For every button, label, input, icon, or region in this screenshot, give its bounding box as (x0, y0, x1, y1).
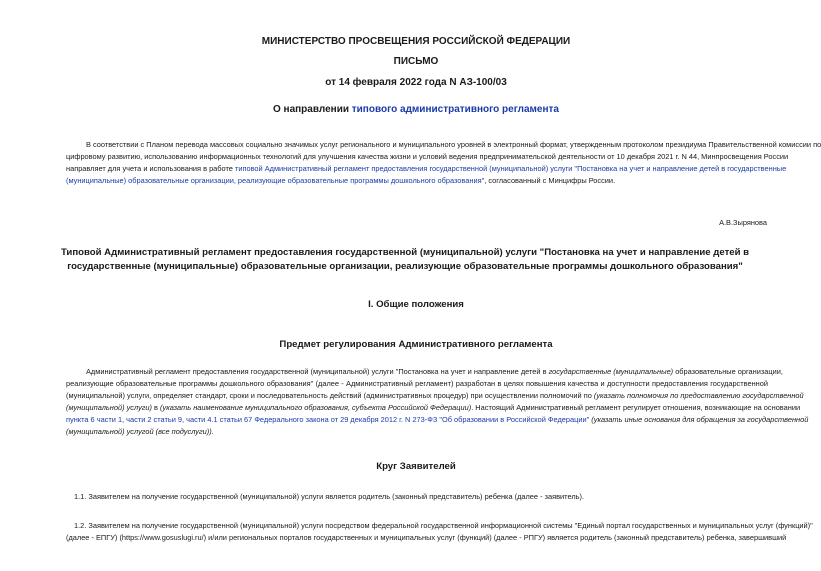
section-applicants: Круг Заявителей (376, 461, 456, 472)
regulation-link-cont[interactable]: (муниципальные) образовательные организации, реализующие образовательные программы дошкольного образования" (66, 175, 485, 185)
subject-line-5: пункта 6 части 1, части 2 статьи 9, части 4.1 статьи 67 Федерального закона от 29 декабря 2012 г. N 273-ФЗ "Об образовании в Российской Федерации" (указать иные основания для обращения за государственной (66, 414, 809, 424)
intro-line-2: цифровому развитию, использованию информационных технологий для улучшения качества жизни и условий ведения предпринимательской деятельности от 10 декабря 2021 г. N 44, Минпросвещения России (66, 151, 789, 161)
signature: А.В.Зырянова (719, 218, 767, 227)
document-type: ПИСЬМО (393, 56, 439, 67)
subject-line-6: (муниципальной) услугой (все подуслуги)). (66, 426, 214, 436)
paragraph-1-1 (66, 491, 768, 503)
document-subject (64, 104, 768, 115)
p11-line: 1.1. Заявителем на получение государственной (муниципальной) услуги является родитель (законный представитель) ребенка (далее - заявитель). (74, 492, 584, 501)
regulation-title: Типовой Административный регламент предоставления государственной (муниципальной) услуги "Постановка на учет и направление детей в государственные (муниципальные) образовательные организации, реализующие образовательные программы дошкольного образования" (60, 247, 750, 272)
p12-line-1: 1.2. Заявителем на получение государственной (муниципальной) услуги посредством федеральной государственной информационной системы "Единый портал государственных и муниципальных услуг (функций)" (74, 521, 813, 530)
subject-line-4: (муниципальной) услуги) в (указать наименование муниципального образования, субъекта Российской Федерации). Настоящий Административный регламент регулирует отношения, возникающие на основании (66, 402, 801, 412)
intro-paragraph (66, 139, 821, 187)
document-date-number: от 14 февраля 2022 года N АЗ-100/03 (325, 77, 507, 88)
subject-paragraph (66, 366, 809, 437)
intro-line-4: (муниципальные) образовательные организации, реализующие образовательные программы дошкольного образования", согласованный с Минцифры России. (66, 175, 616, 185)
section-general-provisions: I. Общие положения (368, 299, 464, 310)
ministry-heading: МИНИСТЕРСТВО ПРОСВЕЩЕНИЯ РОССИЙСКОЙ ФЕДЕРАЦИИ (261, 36, 571, 47)
p12-line-2: (далее - ЕПГУ) (https://www.gosuslugi.ru/) и/или региональных порталов государственных и муниципальных услуг (функций) (далее - РПГУ) является родитель (законный представитель) ребенка, завершивший (66, 532, 787, 542)
intro-line-1: В соответствии с Планом перевода массовых социально значимых услуг регионального и муниципального уровней в электронный формат, утвержденным протоколом президиума Правительственной комиссии по (86, 140, 821, 149)
section-subject-of-regulation: Предмет регулирования Административного регламента (279, 339, 553, 350)
subject-line-2: реализующие образовательные программы дошкольного образования" (далее - Административный регламент) разработан в целях повышения качества и доступности предоставления государственной (66, 378, 768, 388)
paragraph-1-2 (66, 520, 813, 544)
law-link[interactable]: пункта 6 части 1, части 2 статьи 9, части 4.1 статьи 67 Федерального закона от 29 декабря 2012 г. N 273-ФЗ "Об образовании в Российской Федерации" (66, 414, 590, 424)
intro-line-3: направляет для учета и использования в работе типовой Административный регламент предоставления государственной (муниципальной) услуги "Постановка на учет и направление детей в государственные (66, 163, 787, 173)
subject-line-1: Административный регламент предоставления государственной (муниципальной) услуги "Постановка на учет и направление детей в государственные (муниципальные) образовательные организации, (86, 367, 783, 376)
subject-link[interactable]: типового административного регламента (351, 104, 559, 115)
subject-line-3: (муниципальной) услуги, определяет стандарт, сроки и последовательность действий (административных процедур) при осуществлении полномочий по (указать полномочия по предоставлению государственной (66, 390, 804, 400)
regulation-link[interactable]: типовой Административный регламент предоставления государственной (муниципальной) услуги "Постановка на учет и направление детей в государственные (234, 163, 787, 173)
subject-prefix: О направлении (272, 104, 352, 115)
